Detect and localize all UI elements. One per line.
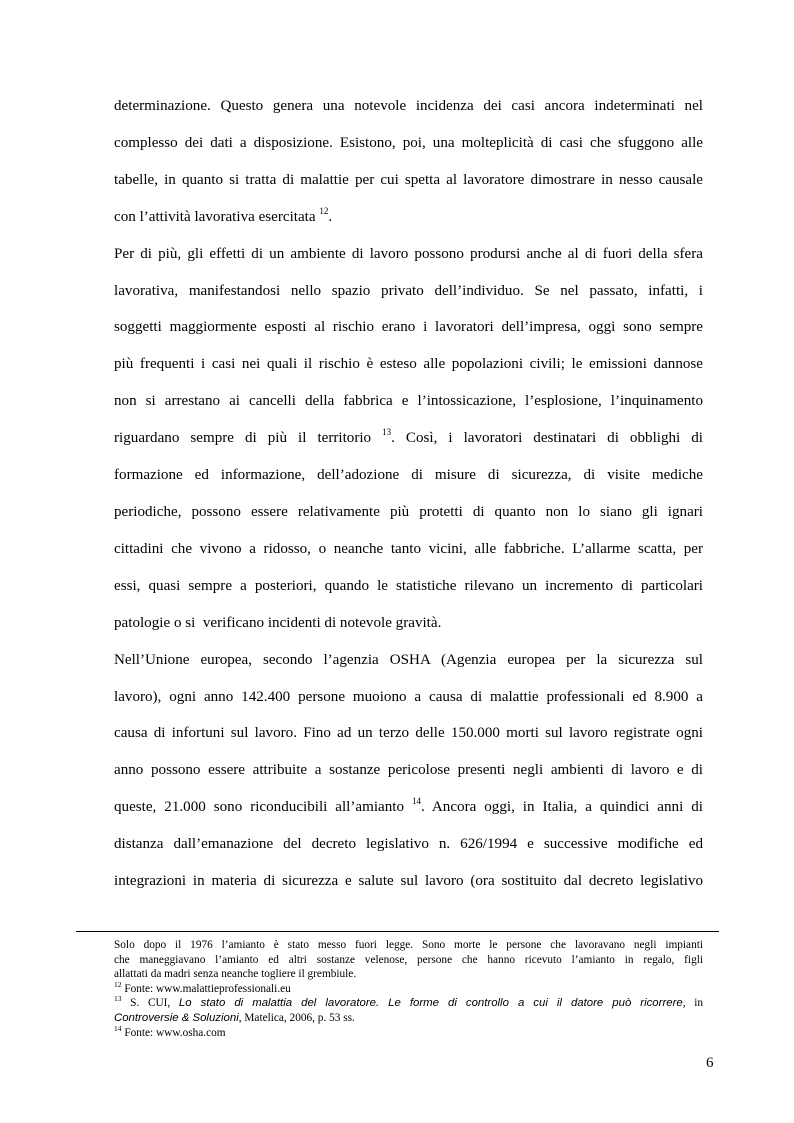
body-text <box>114 88 703 900</box>
text-line <box>114 199 703 236</box>
footnote-ref-14[interactable]: 14 <box>411 796 421 807</box>
footnote-continuation-line: Solo dopo il 1976 l’amianto è stato messo fuori legge. Sono morte le persone che lavoravano negli impianti <box>114 939 703 951</box>
text-line: più frequenti i casi nei quali il rischio è esteso alle popolazioni civili; le emissioni dannose <box>114 356 703 373</box>
footnotes <box>114 938 703 1040</box>
footnote-text: , Matelica, 2006, p. 53 ss. <box>238 1011 355 1024</box>
text-line: patologie o si verificano incidenti di notevole gravità. <box>114 614 442 631</box>
text-line <box>114 789 703 826</box>
text-line: lavorativa, manifestandosi nello spazio privato dell’individuo. Se nel passato, infatti, i <box>114 282 703 299</box>
text-line: distanza dall’emanazione del decreto legislativo n. 626/1994 e successive modifiche ed <box>114 836 703 853</box>
footnote-text: Fonte: www.osha.com <box>121 1026 226 1039</box>
footnote-continuation-line: che maneggiavano l’amianto ed altri sostanze velenose, persone che hanno ricevuto l’amianto in regalo, figli <box>114 953 703 966</box>
footnote-number: 13 <box>114 994 122 1004</box>
text-line: determinazione. Questo genera una notevole incidenza dei casi ancora indeterminati nel <box>114 98 703 114</box>
footnote-ref-12[interactable]: 12 <box>319 205 329 216</box>
footnote-14 <box>114 1023 703 1041</box>
text-line: periodiche, possono essere relativamente più protetti di quanto non lo siano gli ignari <box>114 503 703 520</box>
text-line: soggetti maggiormente esposti al rischio erano i lavoratori dell’impresa, oggi sono sempre <box>114 319 703 336</box>
text-line: lavoro), ogni anno 142.400 persone muoiono a causa di malattie professionali ed 8.900 a <box>114 688 703 705</box>
page-number: 6 <box>706 1055 714 1071</box>
footnote-journal: Controversie & Soluzioni <box>114 1011 239 1024</box>
text-line: essi, quasi sempre a posteriori, quando le statistiche rilevano un incremento di particolari <box>114 577 703 594</box>
line-text: riguardano sempre di più il territorio <box>114 430 383 447</box>
paragraph-2 <box>114 236 703 642</box>
text-line: causa di infortuni sul lavoro. Fino ad un terzo delle 150.000 morti sul lavoro registrate ogni <box>114 725 703 742</box>
line-text: queste, 21.000 sono riconducibili all’amianto <box>114 799 412 816</box>
footnote-12 <box>114 979 703 997</box>
text-line: formazione ed informazione, dell’adozione di misure di sicurezza, di visite mediche <box>114 467 703 484</box>
text-line: cittadini che vivono a ridosso, o neanche tanto vicini, alle fabbriche. L’allarme scatta, per <box>114 540 703 557</box>
footnote-separator-text: , in <box>682 997 703 1010</box>
footnote-number: 14 <box>114 1023 122 1033</box>
line-text-after: . <box>328 208 333 225</box>
paragraph-3 <box>114 642 703 900</box>
line-text-after: . Ancora oggi, in Italia, a quindici anni di <box>420 799 703 816</box>
text-line: integrazioni in materia di sicurezza e salute sul lavoro (ora sostituito dal decreto legislativo <box>114 873 703 890</box>
footnote-author: S. CUI, <box>121 997 179 1010</box>
paragraph-1 <box>114 88 703 236</box>
footnote-13-continuation <box>114 1011 703 1026</box>
footnote-continuation-line: allattati da madri senza neanche togliere il grembiule. <box>114 968 357 981</box>
text-line: Nell’Unione europea, secondo l’agenzia OSHA (Agenzia europea per la sicurezza sul <box>114 651 703 668</box>
footnote-ref-13[interactable]: 13 <box>382 427 392 438</box>
footnote-separator <box>76 931 719 932</box>
text-line: anno possono essere attribuite a sostanze pericolose presenti negli ambienti di lavoro e di <box>114 762 703 779</box>
line-text: con l’attività lavorativa esercitata <box>114 208 320 225</box>
footnote-13 <box>114 996 703 1011</box>
footnote-number: 12 <box>114 979 122 989</box>
text-line: Per di più, gli effetti di un ambiente di lavoro possono prodursi anche al di fuori della sfera <box>114 245 703 262</box>
footnote-text: Fonte: www.malattieprofessionali.eu <box>121 982 291 995</box>
line-text-after: . Così, i lavoratori destinatari di obblighi di <box>391 430 703 447</box>
text-line: tabelle, in quanto si tratta di malattie per cui spetta al lavoratore dimostrare in nesso causale <box>114 171 703 188</box>
footnote-title: Lo stato di malattia del lavoratore. Le forme di controllo a cui il datore può ricorrere <box>178 997 683 1010</box>
text-line: complesso dei dati a disposizione. Esistono, poi, una molteplicità di casi che sfuggono alle <box>114 134 703 151</box>
text-line: non si arrestano ai cancelli della fabbrica e l’intossicazione, l’esplosione, l’inquinamento <box>114 393 703 410</box>
text-line <box>114 420 703 457</box>
